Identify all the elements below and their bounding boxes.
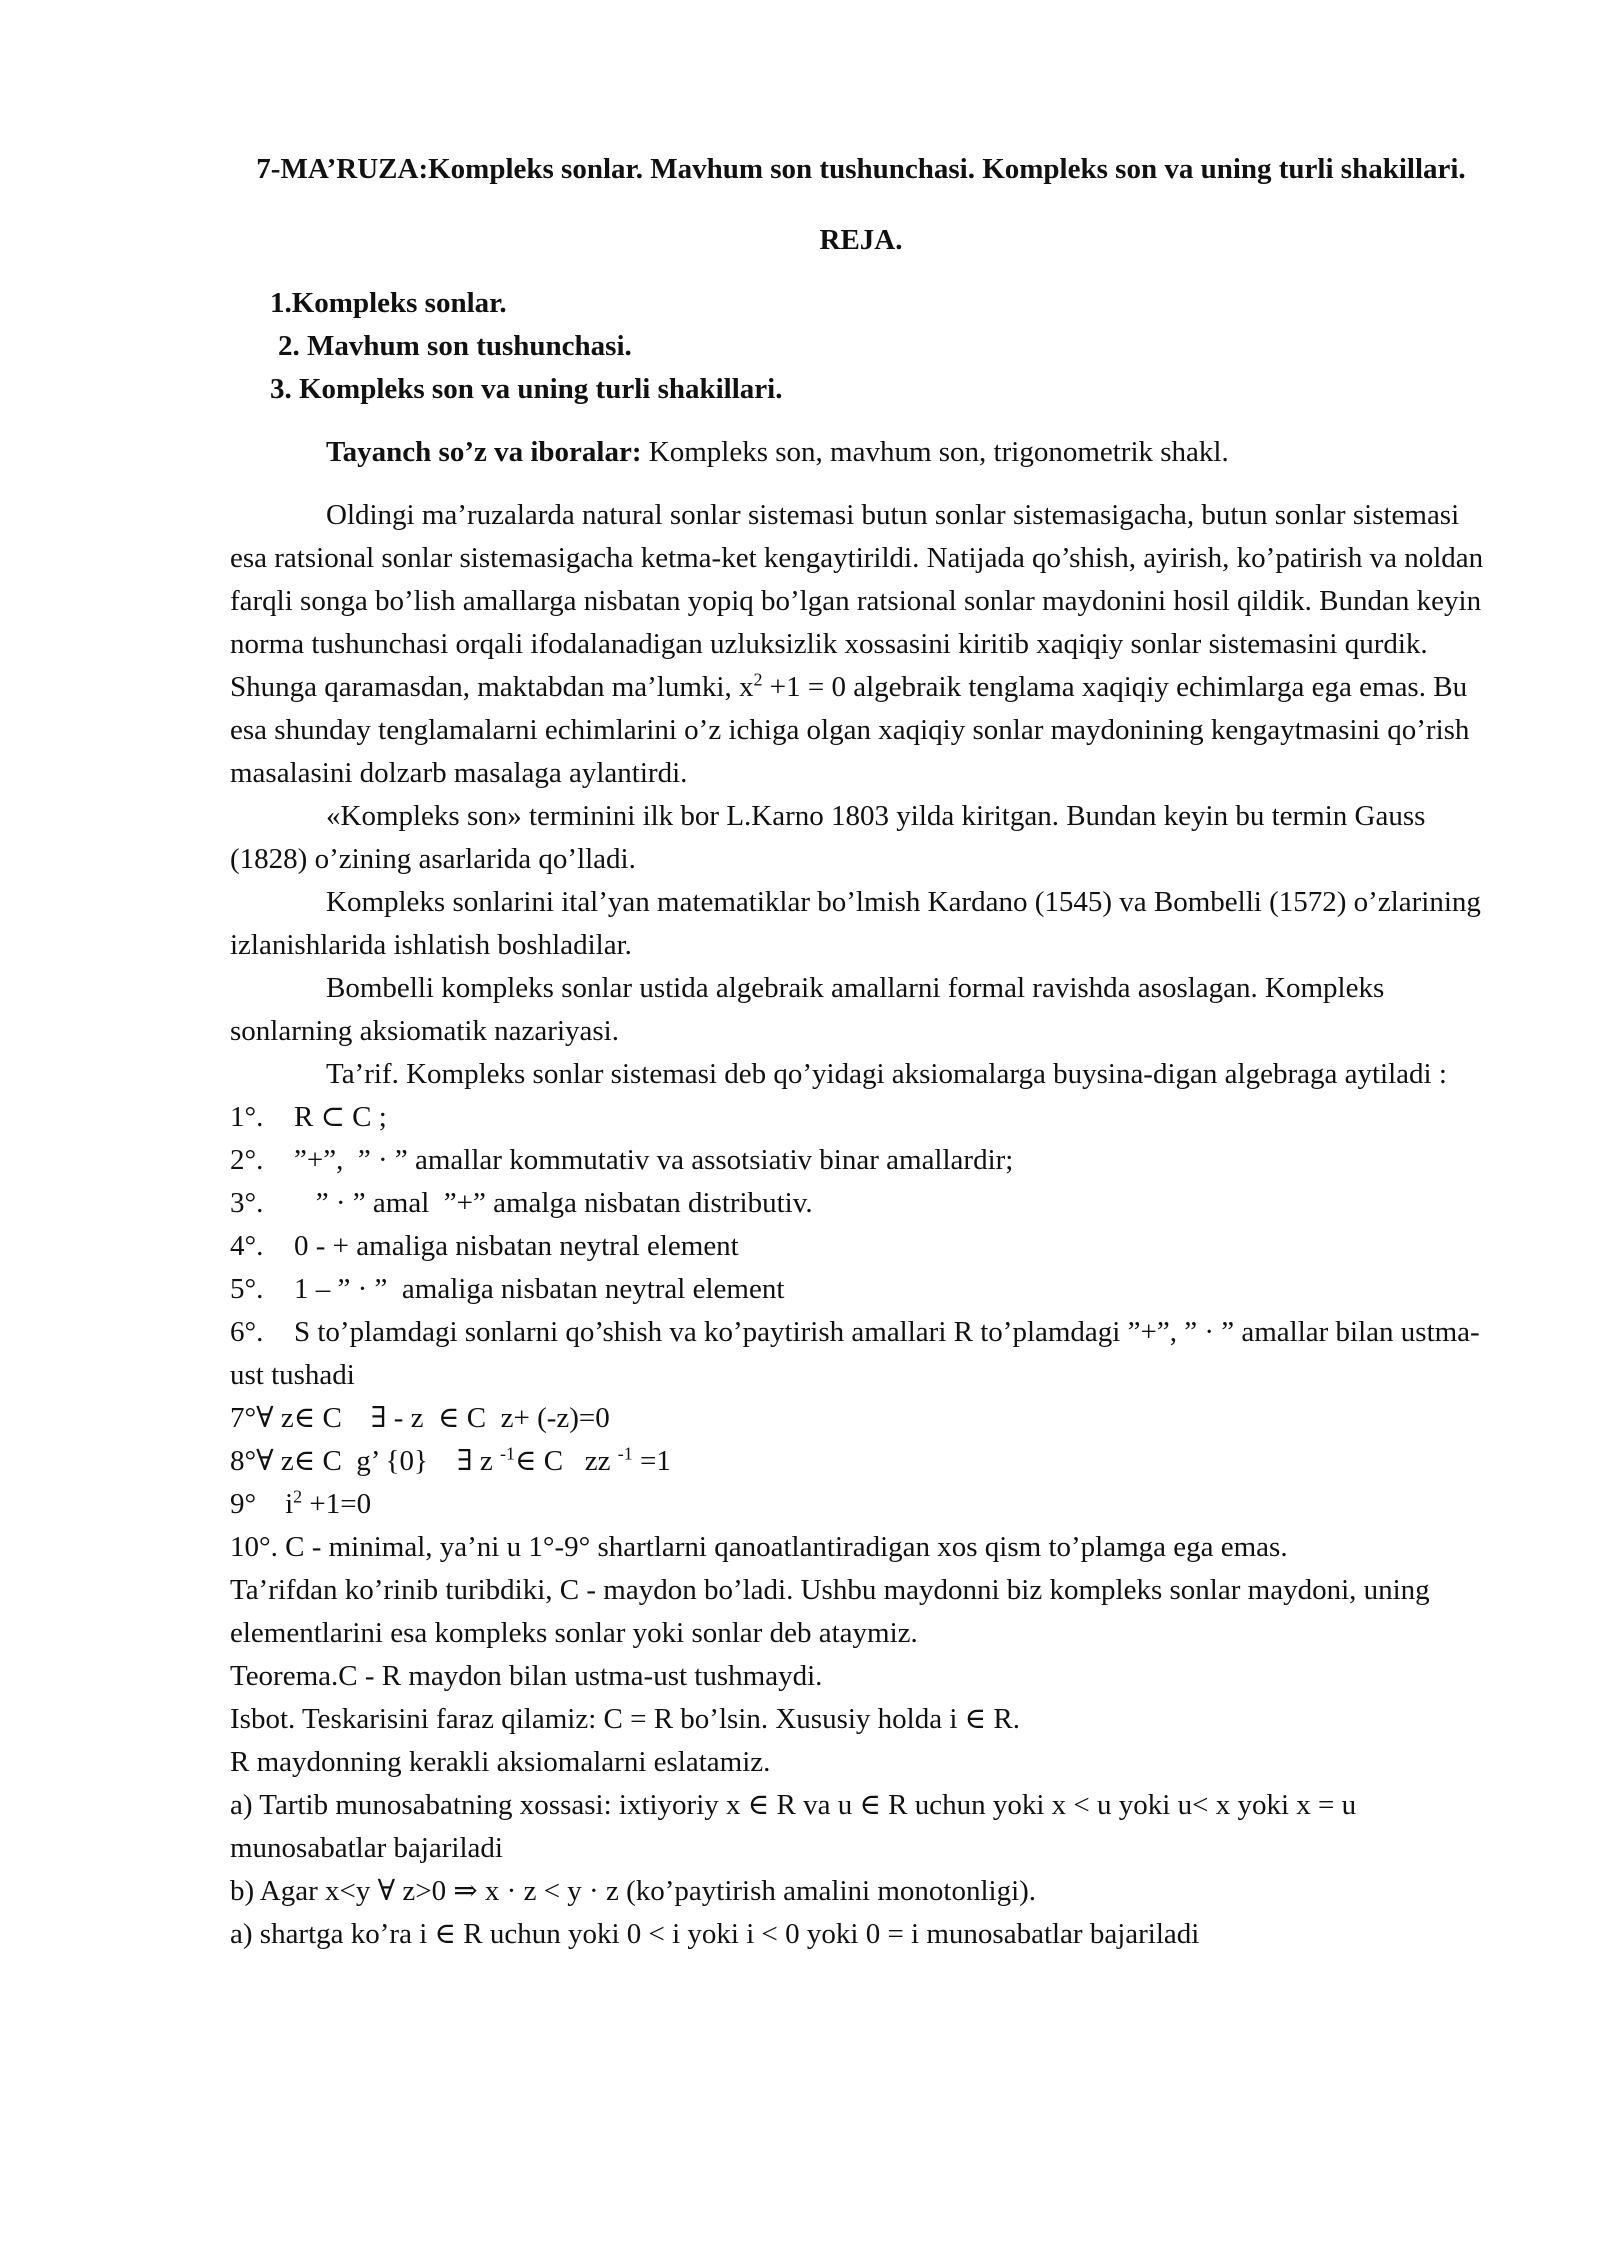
intro-paragraph: Oldingi ma’ruzalarda natural sonlar sistemasi butun sonlar sistemasigacha, butun sonlar sistemasi esa ratsional sonlar sistemasigacha ketma-ket kengaytirildi. Natijada qo’shish, ayirish, ko’patirish va noldan farqli songa bo’lish amallarga nisbatan yopiq bo’lgan ratsional sonlar maydonini hosil qildik. Bundan keyin norma tushunchasi orqali ifodalanadigan uzluksizlik xossasini kiritib xaqiqiy sonlar sistemasini qurdik. Shunga qaramasdan, maktabdan ma’lumki, $x^2 +1 = 0$ algebraik tenglama xaqiqiy echimlarga ega emas. Bu esa shunday tenglamalarni echimlarini o’z ichiga olgan xaqiqiy sonlar maydonining kengaytmasini qo’rish masalasini dolzarb masalaga aylantirdi. — [230, 499, 1484, 789]
axiom-item: 7°∀ z∈ C ∃ - z ∈ C z+ (-z)=0 — [230, 1402, 610, 1434]
axiom-item: 10°. C - minimal, ya’ni u 1°-9° shartlarni qanoatlantiradigan xos qism to’plamga ega emas. — [230, 1531, 1288, 1563]
axiom-item: 1°. R ⊂ C ; — [230, 1101, 387, 1133]
axiom-item: 8°∀ z∈ C g’ {0} ∃ z $^{-1}$∈ C zz $^{-1}$ =1 — [230, 1443, 671, 1477]
text-line: Ta’rifdan ko’rinib turibdiki, C - maydon bo’ladi. Ushbu maydonni biz kompleks sonlar maydoni, uning elementlarini esa kompleks sonlar yoki sonlar deb ataymiz. — [230, 1574, 1430, 1649]
theorem-line: Teorema.C - R maydon bilan ustma-ust tushmaydi. — [230, 1660, 823, 1692]
axiom-item: 9° $i^2 +1=0$ — [230, 1486, 372, 1520]
plan-item: 3. Kompleks son va uning turli shakillari. — [270, 373, 783, 405]
plan-heading: REJA. — [819, 224, 903, 256]
history-paragraph: Kompleks sonlarini ital’yan matematiklar bo’lmish Kardano (1545) va Bombelli (1572) o’zlarining izlanishlarida ishlatish boshladilar. — [230, 886, 1481, 961]
keywords-text: Kompleks son, mavhum son, trigonometrik shakl. — [641, 436, 1229, 468]
axiom-list — [230, 1096, 1492, 1569]
proof-line: Isbot. Teskarisini faraz qilamiz: C = R bo’lsin. Xususiy holda i ∈ R. — [230, 1703, 1020, 1735]
plan-list — [230, 282, 1492, 411]
definition-paragraph: Ta’rif. Kompleks sonlar sistemasi deb qo’yidagi aksiomalarga buysina-digan algebraga aytiladi : — [326, 1058, 1447, 1090]
axiom-item: 3°. ” · ” amal ”+” amalga nisbatan distributiv. — [230, 1187, 813, 1219]
axiom-item: 6°. S to’plamdagi sonlarni qo’shish va ko’paytirish amallari R to’plamdagi ”+”, ” · ” amallar bilan ustma-ust tushadi — [230, 1316, 1480, 1391]
text-line: a) Tartib munosabatning xossasi: ixtiyoriy x ∈ R va u ∈ R uchun yoki x < u yoki u< x yoki x = u munosabatlar bajariladi — [230, 1789, 1357, 1864]
axiom-item: 2°. ”+”, ” · ” amallar kommutativ va assotsiativ binar amallardir; — [230, 1144, 1014, 1176]
plan-item: 1.Kompleks sonlar. — [270, 287, 507, 319]
axiom-item: 4°. 0 - + amaliga nisbatan neytral element — [230, 1230, 739, 1262]
text-line: a) shartga ko’ra i ∈ R uchun yoki 0 < i yoki i < 0 yoki 0 = i munosabatlar bajariladi — [230, 1918, 1200, 1950]
superscript: 2 — [753, 669, 763, 690]
text-line: b) Agar x<y ∀ z>0 ⇒ x · z < y · z (ko’paytirish amalini monotonligi). — [230, 1875, 1037, 1907]
history-paragraph: Bombelli kompleks sonlar ustida algebraik amallarni formal ravishda asoslagan. Kompleks sonlarning aksiomatik nazariyasi. — [230, 972, 1385, 1047]
text-line: R maydonning kerakli aksiomalarni eslatamiz. — [230, 1746, 771, 1778]
proof-section — [230, 1569, 1492, 1956]
plan-item: 2. Mavhum son tushunchasi. — [278, 330, 632, 362]
history-paragraph: «Kompleks son» terminini ilk bor L.Karno 1803 yilda kiritgan. Bundan keyin bu termin Gauss (1828) o’zining asarlarida qo’lladi. — [230, 800, 1426, 875]
axiom-item: 5°. 1 – ” · ” amaliga nisbatan neytral element — [230, 1273, 785, 1305]
keywords-label: Tayanch so’z va iboralar: — [326, 436, 642, 468]
lecture-title: 7-MA’RUZA:Kompleks sonlar. Mavhum son tushunchasi. Kompleks son va uning turli shakillari. — [256, 153, 1466, 185]
document-page — [230, 148, 1492, 1956]
keywords-line — [230, 431, 1492, 474]
